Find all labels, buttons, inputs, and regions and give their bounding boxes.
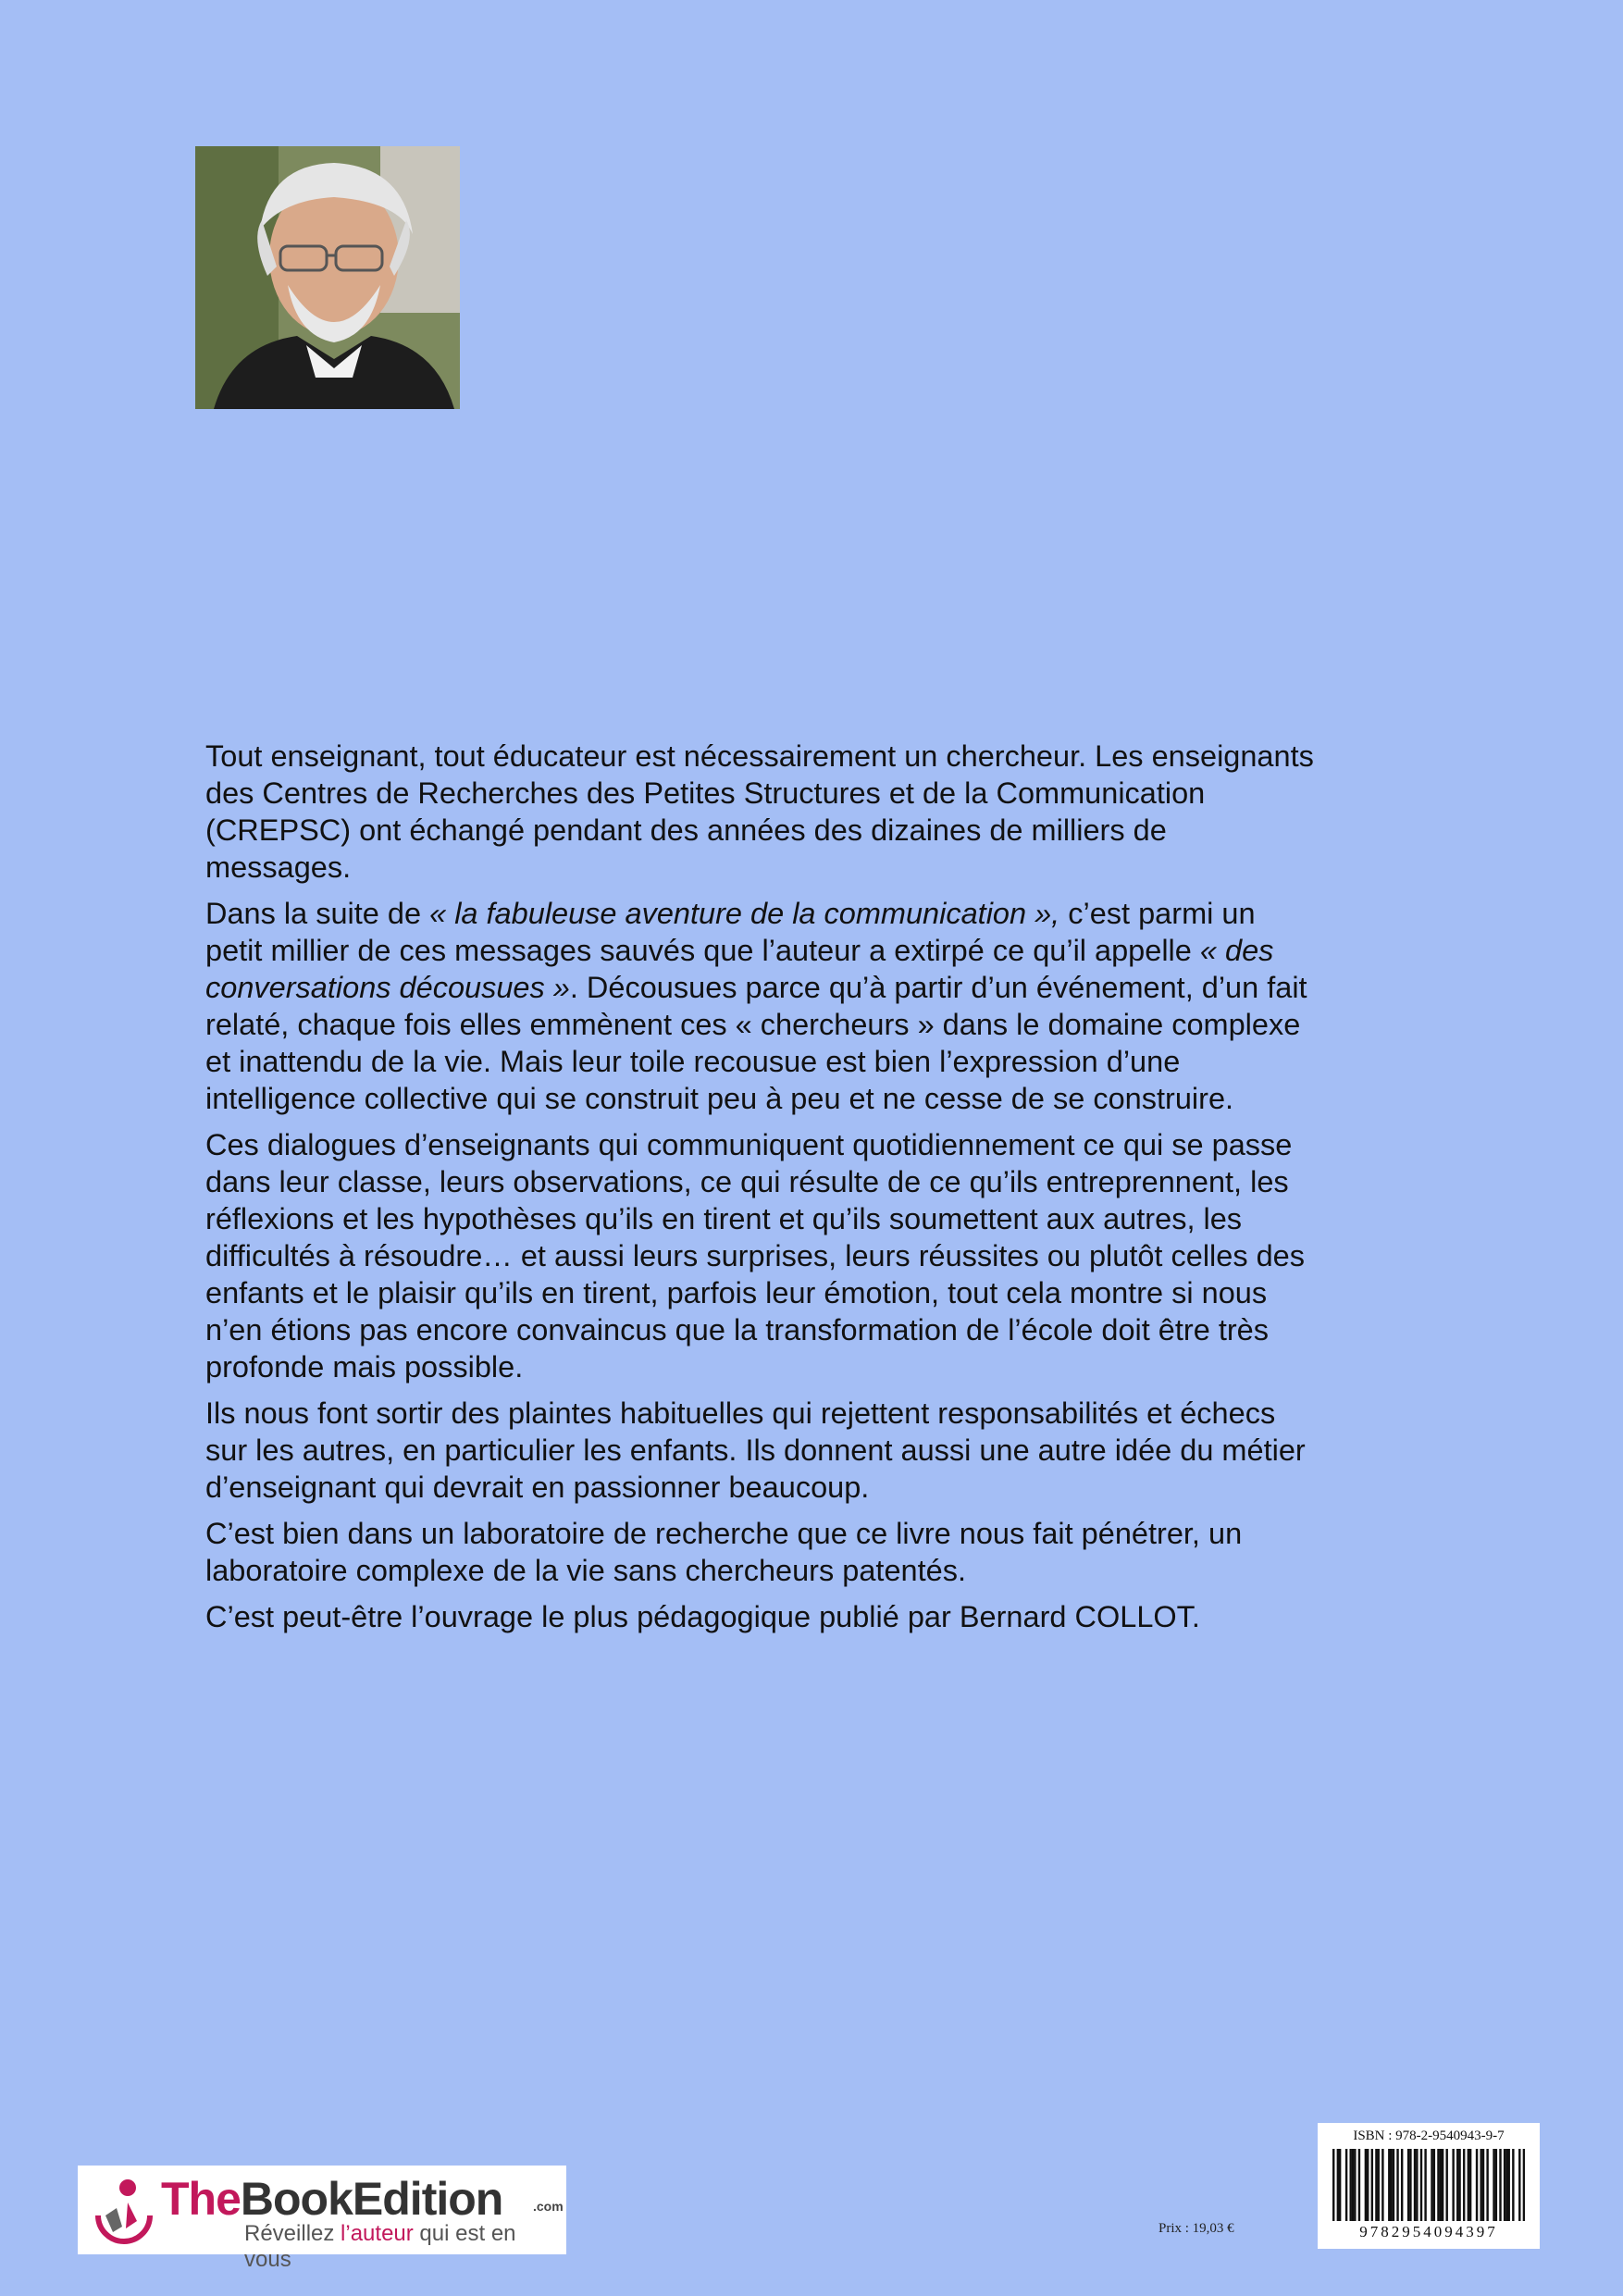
publisher-tagline-start: Réveillez (244, 2221, 341, 2246)
blurb-paragraph-1: Tout enseignant, tout éducateur est nécessairement un chercheur. Les enseignants des Centres de Recherches des Petites Structures et de la Communication (CREPSC) ont échangé pendant des années des dizaines de milliers de messages. (205, 739, 1314, 884)
publisher-name (161, 2171, 502, 2227)
blurb-p2-quote-conversations: « des conversations décousues » (205, 934, 1274, 1004)
price-label: Prix : 19,03 € (1158, 2221, 1234, 2236)
publisher-tagline-highlight: l’auteur (341, 2221, 414, 2246)
isbn-label: ISBN : 978-2-9540943-9-7 (1353, 2128, 1505, 2143)
blurb-paragraph-3: Ces dialogues d’enseignants qui communiquent quotidiennement ce qui se passe dans leur classe, leurs observations, ce qui résulte de ce qu’ils entreprennent, les réflexions et les hypothèses qu’ils en tirent et qu’ils soumettent aux autres, les difficultés à résoudre… et aussi leurs surprises, leurs réussites ou plutôt celles des enfants et le plaisir qu’ils en tirent, parfois leur émotion, tout cela montre si nous n’en étions pas encore convaincus que la transformation de l’école doit être très profonde mais possible. (205, 1128, 1306, 1384)
blurb-p2-middle: c’est parmi un petit millier de ces messages sauvés que l’auteur a extirpé ce qu’il appelle (205, 897, 1256, 967)
publisher-logo (78, 2166, 566, 2272)
blurb-paragraph-4: Ils nous font sortir des plaintes habituelles qui rejettent responsabilités et échecs sur les autres, en particulier les enfants. Ils donnent aussi une autre idée du métier d’enseignant qui devrait en passionner beaucoup. (205, 1396, 1306, 1504)
blurb-paragraph-6: C’est peut-être l’ouvrage le plus pédagogique publié par Bernard COLLOT. (205, 1600, 1200, 1633)
back-cover-blurb (205, 738, 1316, 1644)
blurb-p2-end: . Décousues parce qu’à partir d’un événement, d’un fait relaté, chaque fois elles emmènent ces « chercheurs » dans le domaine complexe et inattendu de la vie. Mais leur toile recousue est bien l’expression d’une intelligence collective qui se construit peu à peu et ne cesse de se construire. (205, 971, 1307, 1115)
publisher-tagline-end: qui est en vous (244, 2221, 516, 2272)
isbn-barcode (1318, 2123, 1540, 2249)
author-photo (195, 146, 460, 409)
blurb-p2-quote-title: « la fabuleuse aventure de la communication », (429, 897, 1060, 930)
barcode-bars (1332, 2149, 1525, 2223)
publisher-name-rest: BookEdition (240, 2173, 503, 2225)
blurb-p2-intro: Dans la suite de (205, 897, 430, 930)
blurb-paragraph-2 (205, 895, 1316, 1117)
publisher-name-the: The (161, 2173, 241, 2225)
publisher-tagline (244, 2221, 566, 2273)
barcode-digits: 9782954094397 (1359, 2223, 1498, 2240)
publisher-domain: .com (533, 2199, 564, 2214)
blurb-paragraph-5: C’est bien dans un laboratoire de recherche que ce livre nous fait pénétrer, un laboratoire complexe de la vie sans chercheurs patentés. (205, 1517, 1243, 1587)
publisher-logo-icon (85, 2175, 159, 2249)
